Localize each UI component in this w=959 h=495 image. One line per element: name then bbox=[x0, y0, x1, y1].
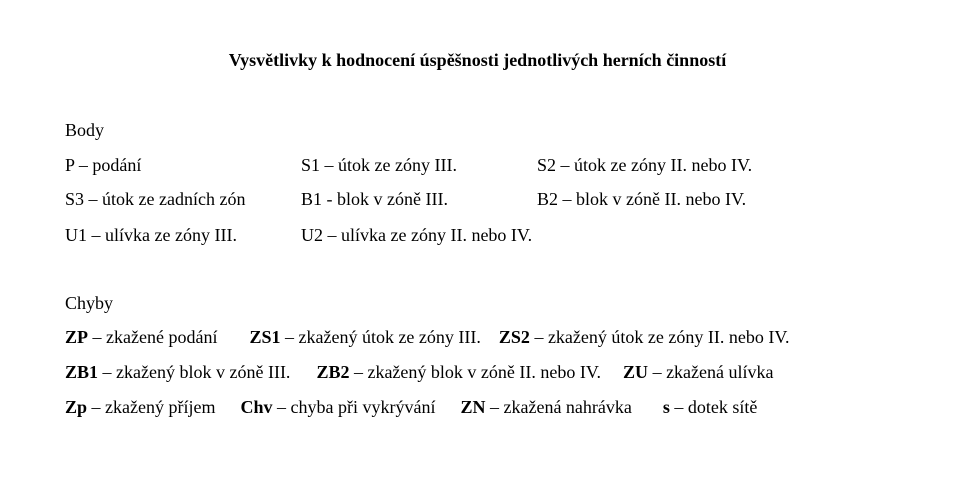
error-item-zp bbox=[65, 327, 217, 348]
points-item-s2: S2 – útok ze zóny II. nebo IV. bbox=[537, 155, 753, 175]
error-code: ZN bbox=[460, 397, 486, 417]
error-desc: – dotek sítě bbox=[669, 397, 758, 417]
points-heading: Body bbox=[65, 120, 105, 140]
error-desc: – zkažený blok v zóně III. bbox=[98, 362, 291, 382]
error-item-zu bbox=[623, 362, 773, 383]
error-desc: – zkažená ulívka bbox=[648, 362, 774, 382]
error-desc: – zkažené podání bbox=[88, 327, 218, 347]
errors-row-2 bbox=[65, 362, 774, 383]
document-title: Vysvětlivky k hodnocení úspěšnosti jednotlivých herních činností bbox=[228, 50, 727, 70]
error-code: ZB2 bbox=[316, 362, 350, 382]
error-desc: – zkažená nahrávka bbox=[485, 397, 632, 417]
error-item-s bbox=[663, 397, 758, 418]
error-item-zb2 bbox=[316, 362, 601, 383]
error-item-zb1 bbox=[65, 362, 290, 383]
error-code: ZS2 bbox=[498, 327, 530, 347]
error-code: ZB1 bbox=[65, 362, 99, 382]
error-desc: – zkažený útok ze zóny II. nebo IV. bbox=[529, 327, 790, 347]
error-item-zs2 bbox=[499, 327, 790, 348]
error-desc: – zkažený útok ze zóny III. bbox=[280, 327, 481, 347]
error-item-zp-lower bbox=[65, 397, 215, 418]
error-item-zs1 bbox=[249, 327, 480, 348]
points-item-s3: S3 – útok ze zadních zón bbox=[65, 189, 246, 209]
errors-row-3 bbox=[65, 397, 757, 418]
error-item-chv bbox=[240, 397, 435, 418]
error-code: ZU bbox=[623, 362, 649, 382]
points-item-b2: B2 – blok v zóně II. nebo IV. bbox=[537, 189, 747, 209]
error-desc: – zkažený příjem bbox=[87, 397, 216, 417]
points-item-p: P – podání bbox=[65, 155, 142, 175]
points-item-u2: U2 – ulívka ze zóny II. nebo IV. bbox=[301, 225, 533, 245]
points-item-b1: B1 - blok v zóně III. bbox=[301, 189, 448, 209]
errors-heading: Chyby bbox=[65, 293, 114, 313]
error-code: Chv bbox=[240, 397, 273, 417]
error-desc: – zkažený blok v zóně II. nebo IV. bbox=[349, 362, 602, 382]
error-desc: – chyba při vykrývání bbox=[272, 397, 436, 417]
error-code: ZP bbox=[65, 327, 89, 347]
error-code: s bbox=[662, 397, 670, 417]
errors-row-1 bbox=[65, 327, 790, 348]
points-item-u1: U1 – ulívka ze zóny III. bbox=[65, 225, 237, 245]
error-code: ZS1 bbox=[249, 327, 281, 347]
error-code: Zp bbox=[65, 397, 88, 417]
points-item-s1: S1 – útok ze zóny III. bbox=[301, 155, 457, 175]
error-item-zn bbox=[460, 397, 631, 418]
